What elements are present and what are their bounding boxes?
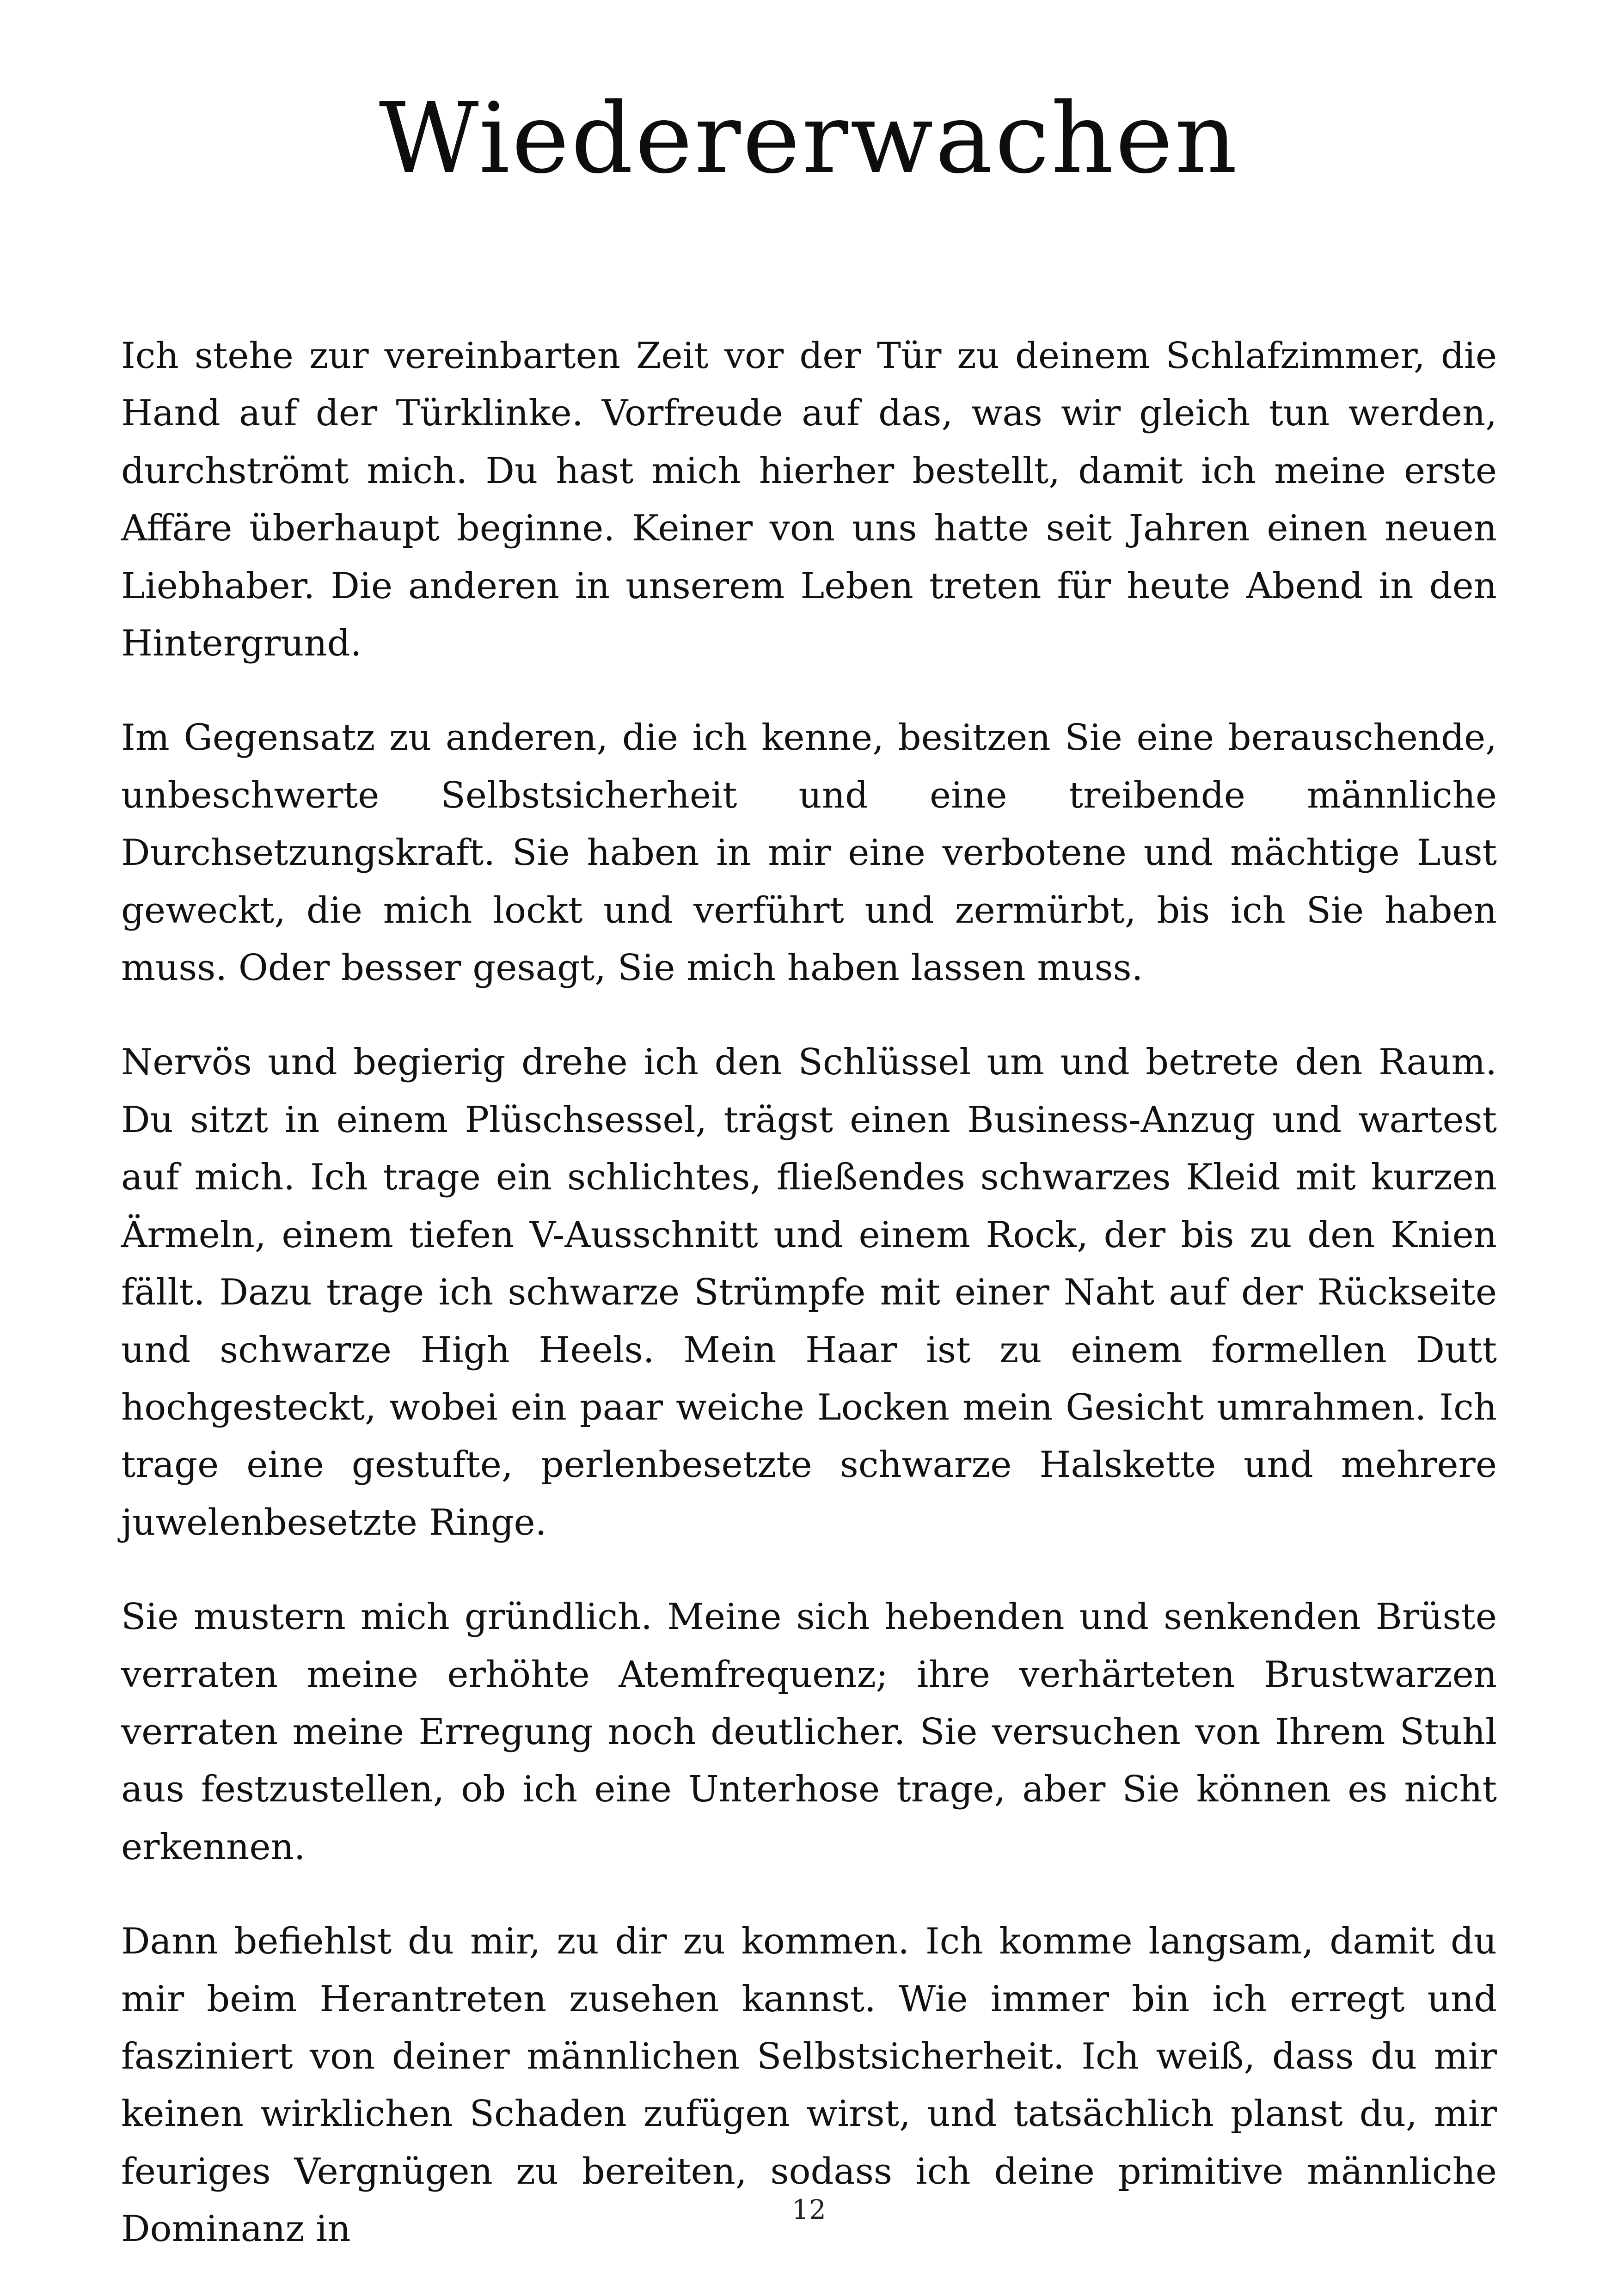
page-number: 12 bbox=[792, 2194, 826, 2225]
paragraph-5: Dann befiehlst du mir, zu dir zu kommen. Ich komme langsam, damit du mir beim Herantreten zusehen kannst. Wie immer bin ich erregt und fasziniert von deiner männlichen Selbstsicherheit. Ich weiß, dass du mir keinen wirklichen Schaden zufügen wirst, und tatsächlich planst du, mir feuriges Vergnügen zu bereiten, sodass ich deine primitive männliche Dominanz in bbox=[121, 1921, 1497, 2250]
paragraph-2: Im Gegensatz zu anderen, die ich kenne, besitzen Sie eine berauschende, unbeschwerte Selbstsicherheit und eine treibende männliche Durchsetzungskraft. Sie haben in mir eine verbotene und mächtige Lust geweckt, die mich lockt und verführt und zermürbt, bis ich Sie haben muss. Oder besser gesagt, Sie mich haben lassen muss. bbox=[121, 717, 1497, 989]
paragraph-1: Ich stehe zur vereinbarten Zeit vor der Tür zu deinem Schlafzimmer, die Hand auf der Türklinke. Vorfreude auf das, was wir gleich tun werden, durchströmt mich. Du hast mich hierher bestellt, damit ich meine erste Affäre überhaupt beginne. Keiner von uns hatte seit Jahren einen neuen Liebhaber. Die anderen in unserem Leben treten für heute Abend in den Hintergrund. bbox=[121, 335, 1497, 665]
paragraph-3: Nervös und begierig drehe ich den Schlüssel um und betrete den Raum. Du sitzt in einem Plüschsessel, trägst einen Business-Anzug und wartest auf mich. Ich trage ein schlichtes, fließendes schwarzes Kleid mit kurzen Ärmeln, einem tiefen V-Ausschnitt und einem Rock, der bis zu den Knien fällt. Dazu trage ich schwarze Strümpfe mit einer Naht auf der Rückseite und schwarze High Heels. Mein Haar ist zu einem formellen Dutt hochgesteckt, wobei ein paar weiche Locken mein Gesicht umrahmen. Ich trage eine gestufte, perlenbesetzte schwarze Halskette und mehrere juwelenbesetzte Ringe. bbox=[121, 1041, 1497, 1543]
chapter-title: Wiedererwachen bbox=[379, 82, 1239, 195]
body-text bbox=[121, 327, 1497, 2295]
paragraph-4: Sie mustern mich gründlich. Meine sich hebenden und senkenden Brüste verraten meine erhöhte Atemfrequenz; ihre verhärteten Brustwarzen verraten meine Erregung noch deutlicher. Sie versuchen von Ihrem Stuhl aus festzustellen, ob ich eine Unterhose trage, aber Sie können es nicht erkennen. bbox=[121, 1596, 1497, 1868]
